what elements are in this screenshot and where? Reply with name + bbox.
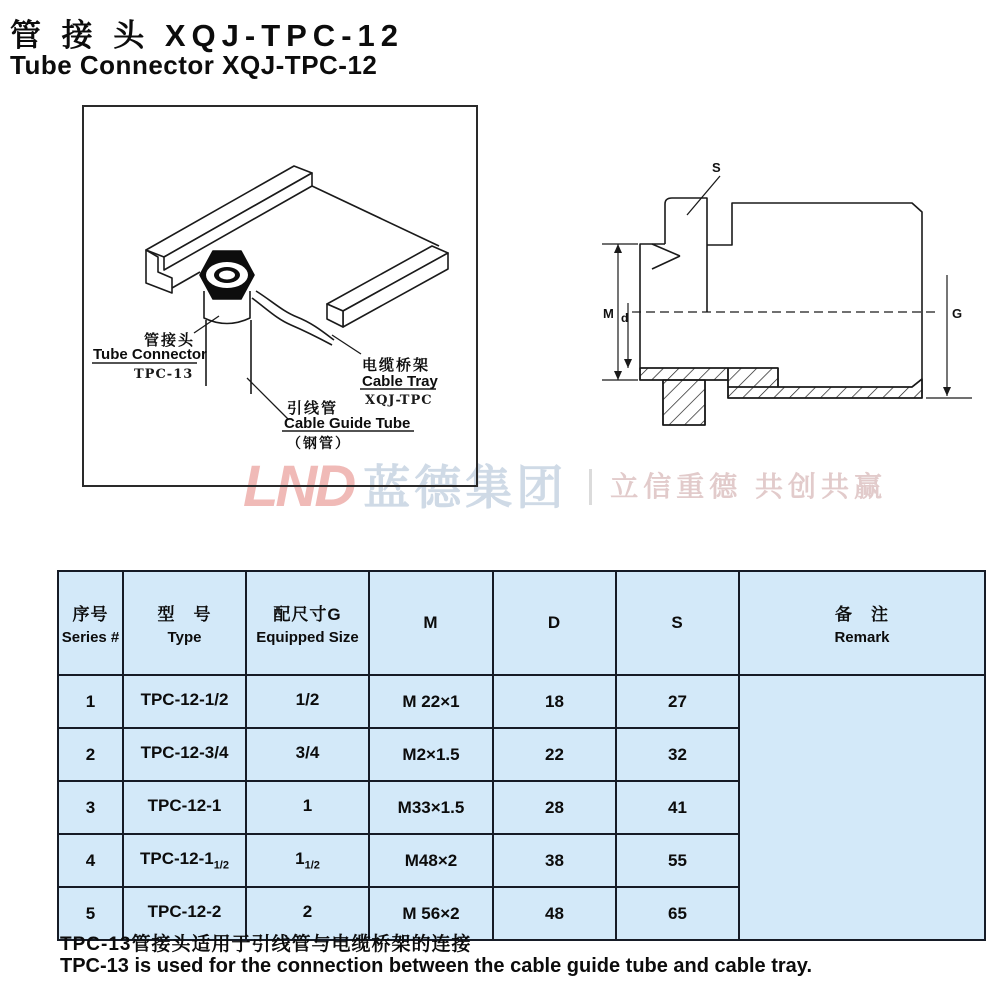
- label-connector-model: TPC-13: [134, 367, 194, 382]
- cell-d: 48: [493, 887, 616, 940]
- col-s-label: S: [671, 613, 684, 632]
- col-remark: [739, 571, 985, 675]
- cell-size: 2: [246, 887, 369, 940]
- cell-s: 55: [616, 834, 739, 887]
- col-type: [123, 571, 246, 675]
- installation-drawing: [84, 107, 476, 485]
- cell-remark: [739, 675, 985, 940]
- label-connector-zh: 管接头: [144, 332, 196, 349]
- figure-installation: [82, 105, 478, 487]
- watermark-logo: LND: [243, 454, 354, 519]
- cell-series: 2: [58, 728, 123, 781]
- cell-m: M 56×2: [369, 887, 493, 940]
- page-title: 管 接 头 XQJ-TPC-12: [10, 18, 404, 53]
- col-size: [246, 571, 369, 675]
- figure-section: [580, 140, 1000, 450]
- col-series: [58, 571, 123, 675]
- label-guide-note: （钢管）: [287, 435, 351, 451]
- cell-d: 38: [493, 834, 616, 887]
- cell-type: TPC-12-3/4: [123, 728, 246, 781]
- label-tray-zh: 电缆桥架: [362, 357, 431, 374]
- cell-type: TPC-12-2: [123, 887, 246, 940]
- col-type-en: Type: [167, 629, 202, 646]
- cell-d: 28: [493, 781, 616, 834]
- dim-d-label: d: [621, 311, 629, 325]
- dim-g-label: G: [952, 306, 963, 321]
- table-header-row: [58, 571, 985, 675]
- cell-series: 4: [58, 834, 123, 887]
- cell-series: 1: [58, 675, 123, 728]
- col-size-zh: 配尺寸G: [273, 605, 342, 624]
- col-remark-en: Remark: [834, 629, 890, 646]
- cell-d: 18: [493, 675, 616, 728]
- section-drawing: [580, 140, 1000, 450]
- col-series-en: Series #: [61, 629, 120, 646]
- col-size-en: Equipped Size: [256, 629, 359, 646]
- cell-s: 41: [616, 781, 739, 834]
- cell-size: 1/2: [246, 675, 369, 728]
- watermark-company: 蓝德集团: [363, 460, 568, 514]
- col-series-zh: 序号: [72, 605, 109, 624]
- label-guide-en: Cable Guide Tube: [284, 415, 411, 432]
- cell-type: TPC-12-1/2: [123, 675, 246, 728]
- cell-s: 27: [616, 675, 739, 728]
- cell-m: M48×2: [369, 834, 493, 887]
- cell-type: TPC-12-1: [123, 781, 246, 834]
- cell-s: 32: [616, 728, 739, 781]
- label-connector-en: Tube Connector: [93, 346, 207, 363]
- page-subtitle: Tube Connector XQJ-TPC-12: [10, 50, 378, 80]
- cell-d: 22: [493, 728, 616, 781]
- cell-size: 1: [246, 781, 369, 834]
- watermark-divider: [589, 469, 592, 505]
- cell-s: 65: [616, 887, 739, 940]
- label-guide-zh: 引线管: [287, 400, 339, 417]
- watermark-slogan: 立信重德 共创共赢: [610, 471, 887, 502]
- dim-m-label: M: [603, 306, 614, 321]
- col-m-label: M: [423, 613, 439, 632]
- cell-m: M 22×1: [369, 675, 493, 728]
- table-row: [58, 675, 985, 728]
- spec-table: [57, 570, 986, 941]
- cell-m: M33×1.5: [369, 781, 493, 834]
- cell-type: TPC-$12-1_{1/2}$: [123, 834, 246, 887]
- col-d-label: D: [547, 613, 562, 632]
- footnote-en: TPC-13 is used for the connection between the cable guide tube and cable tray.: [60, 955, 813, 977]
- cell-series: 5: [58, 887, 123, 940]
- col-s: [616, 571, 739, 675]
- cell-m: M2×1.5: [369, 728, 493, 781]
- col-d: [493, 571, 616, 675]
- cell-series: 3: [58, 781, 123, 834]
- label-tray-model: XQJ-TPC: [365, 393, 433, 408]
- col-m: [369, 571, 493, 675]
- label-tray-en: Cable Tray: [362, 373, 438, 390]
- cell-size: 3/4: [246, 728, 369, 781]
- cell-size: $1_{1/2}$: [246, 834, 369, 887]
- col-remark-zh: 备 注: [835, 605, 889, 624]
- col-type-zh: 型 号: [157, 605, 212, 624]
- footnote-zh: TPC-13管接头适用于引线管与电缆桥架的连接: [60, 934, 472, 955]
- dim-s-label: S: [712, 160, 721, 175]
